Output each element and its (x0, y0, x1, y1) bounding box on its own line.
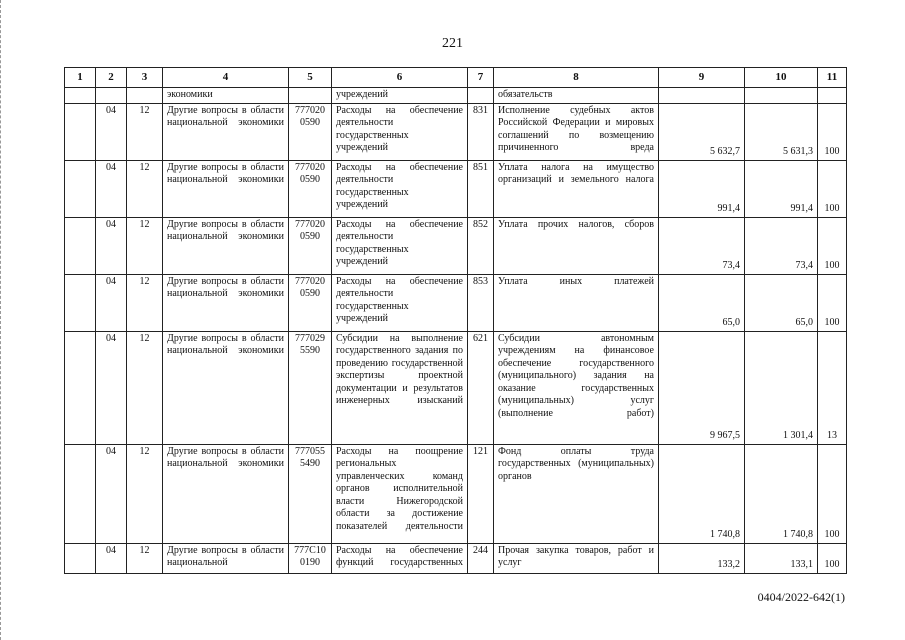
cell-type-name: Фонд оплаты труда государственных (муниципальных) органов (494, 444, 659, 543)
page-number: 221 (442, 36, 463, 51)
cell-subsection: 12 (127, 331, 163, 444)
cell-section: 04 (96, 274, 127, 331)
header-cell: 4 (163, 68, 289, 88)
cell-section-name: Другие вопросы в области национальной экономики (163, 103, 289, 160)
budget-table (64, 67, 847, 574)
header-cell: 5 (289, 68, 332, 88)
cell-actual: 991,4 (745, 160, 818, 217)
cell-section-name: Другие вопросы в области национальной (163, 543, 289, 573)
cell-actual: 133,1 (745, 543, 818, 573)
header-cell: 1 (65, 68, 96, 88)
table-row (65, 444, 847, 543)
table-row (65, 160, 847, 217)
cell-expense-name: Расходы на обеспечение функций государственных (332, 543, 468, 573)
cell-target-code: 777020 0590 (289, 217, 332, 274)
cell-section-name: Другие вопросы в области национальной экономики (163, 160, 289, 217)
cell-type-code: 851 (468, 160, 494, 217)
scan-edge (0, 0, 4, 640)
cell-actual: 65,0 (745, 274, 818, 331)
cell-percent: 100 (818, 217, 847, 274)
cell-expense-name: Расходы на обеспечение деятельности государственных учреждений (332, 160, 468, 217)
table-row (65, 103, 847, 160)
cell-type-code: 853 (468, 274, 494, 331)
cell-section: 04 (96, 160, 127, 217)
table-row (65, 543, 847, 573)
cell-percent: 100 (818, 444, 847, 543)
cell-section-name: Другие вопросы в области национальной экономики (163, 217, 289, 274)
cell-expense-name: Расходы на обеспечение деятельности государственных учреждений (332, 217, 468, 274)
cell-expense-name: учреждений (332, 88, 468, 104)
cell-plan: 991,4 (659, 160, 745, 217)
cell-actual: 73,4 (745, 217, 818, 274)
cell-plan: 1 740,8 (659, 444, 745, 543)
cell-section: 04 (96, 331, 127, 444)
header-cell: 2 (96, 68, 127, 88)
cell-section-name: экономики (163, 88, 289, 104)
cell-section: 04 (96, 444, 127, 543)
cell-type-name: Субсидии автономным учреждениям на финансовое обеспечение государственного (муниципального) задания на оказание государственных (муниципальных) услуг (выполнение работ) (494, 331, 659, 444)
cell-expense-name: Расходы на поощрение региональных управленческих команд органов исполнительной власти Нижегородской области за достижение показателей деятельности (332, 444, 468, 543)
header-cell: 11 (818, 68, 847, 88)
cell-percent: 13 (818, 331, 847, 444)
cell-percent: 100 (818, 103, 847, 160)
header-cell: 7 (468, 68, 494, 88)
cell-type-code: 852 (468, 217, 494, 274)
cell-percent: 100 (818, 543, 847, 573)
cell-type-name: Прочая закупка товаров, работ и услуг (494, 543, 659, 573)
cell-actual: 1 301,4 (745, 331, 818, 444)
cell-subsection: 12 (127, 103, 163, 160)
cell-type-code: 831 (468, 103, 494, 160)
header-cell: 9 (659, 68, 745, 88)
cell-plan: 5 632,7 (659, 103, 745, 160)
cell-section: 04 (96, 543, 127, 573)
cell-plan: 65,0 (659, 274, 745, 331)
cell-plan: 73,4 (659, 217, 745, 274)
cell-actual: 5 631,3 (745, 103, 818, 160)
cell-percent: 100 (818, 274, 847, 331)
cell-expense-name: Субсидии на выполнение государственного задания по проведению государственной экспертизы проектной документации и результатов инженерных изысканий (332, 331, 468, 444)
cell-type-name: Уплата прочих налогов, сборов (494, 217, 659, 274)
cell-expense-name: Расходы на обеспечение деятельности государственных учреждений (332, 274, 468, 331)
header-cell: 6 (332, 68, 468, 88)
cell-subsection: 12 (127, 274, 163, 331)
cell-target-code: 777029 5590 (289, 331, 332, 444)
cell-type-name: обязательств (494, 88, 659, 104)
continuation-row (65, 88, 847, 104)
header-cell: 10 (745, 68, 818, 88)
table-row (65, 274, 847, 331)
cell-target-code: 777С10 0190 (289, 543, 332, 573)
cell-section-name: Другие вопросы в области национальной экономики (163, 274, 289, 331)
cell-plan: 9 967,5 (659, 331, 745, 444)
cell-target-code: 777020 0590 (289, 274, 332, 331)
cell-type-name: Исполнение судебных актов Российской Федерации и мировых соглашений по возмещению причиненного вреда (494, 103, 659, 160)
cell-type-name: Уплата иных платежей (494, 274, 659, 331)
cell-actual: 1 740,8 (745, 444, 818, 543)
cell-section: 04 (96, 103, 127, 160)
header-row (65, 68, 847, 88)
table-row (65, 331, 847, 444)
header-cell: 3 (127, 68, 163, 88)
header-cell: 8 (494, 68, 659, 88)
cell-subsection: 12 (127, 444, 163, 543)
cell-plan: 133,2 (659, 543, 745, 573)
document-number: 0404/2022-642(1) (757, 590, 845, 604)
cell-target-code: 777020 0590 (289, 103, 332, 160)
table-row (65, 217, 847, 274)
cell-type-name: Уплата налога на имущество организаций и земельного налога (494, 160, 659, 217)
cell-percent: 100 (818, 160, 847, 217)
cell-section-name: Другие вопросы в области национальной экономики (163, 331, 289, 444)
cell-type-code: 621 (468, 331, 494, 444)
cell-type-code: 121 (468, 444, 494, 543)
cell-target-code: 777020 0590 (289, 160, 332, 217)
cell-subsection: 12 (127, 543, 163, 573)
cell-section-name: Другие вопросы в области национальной экономики (163, 444, 289, 543)
cell-subsection: 12 (127, 160, 163, 217)
cell-target-code: 777055 5490 (289, 444, 332, 543)
cell-type-code: 244 (468, 543, 494, 573)
cell-section: 04 (96, 217, 127, 274)
cell-subsection: 12 (127, 217, 163, 274)
cell-expense-name: Расходы на обеспечение деятельности государственных учреждений (332, 103, 468, 160)
